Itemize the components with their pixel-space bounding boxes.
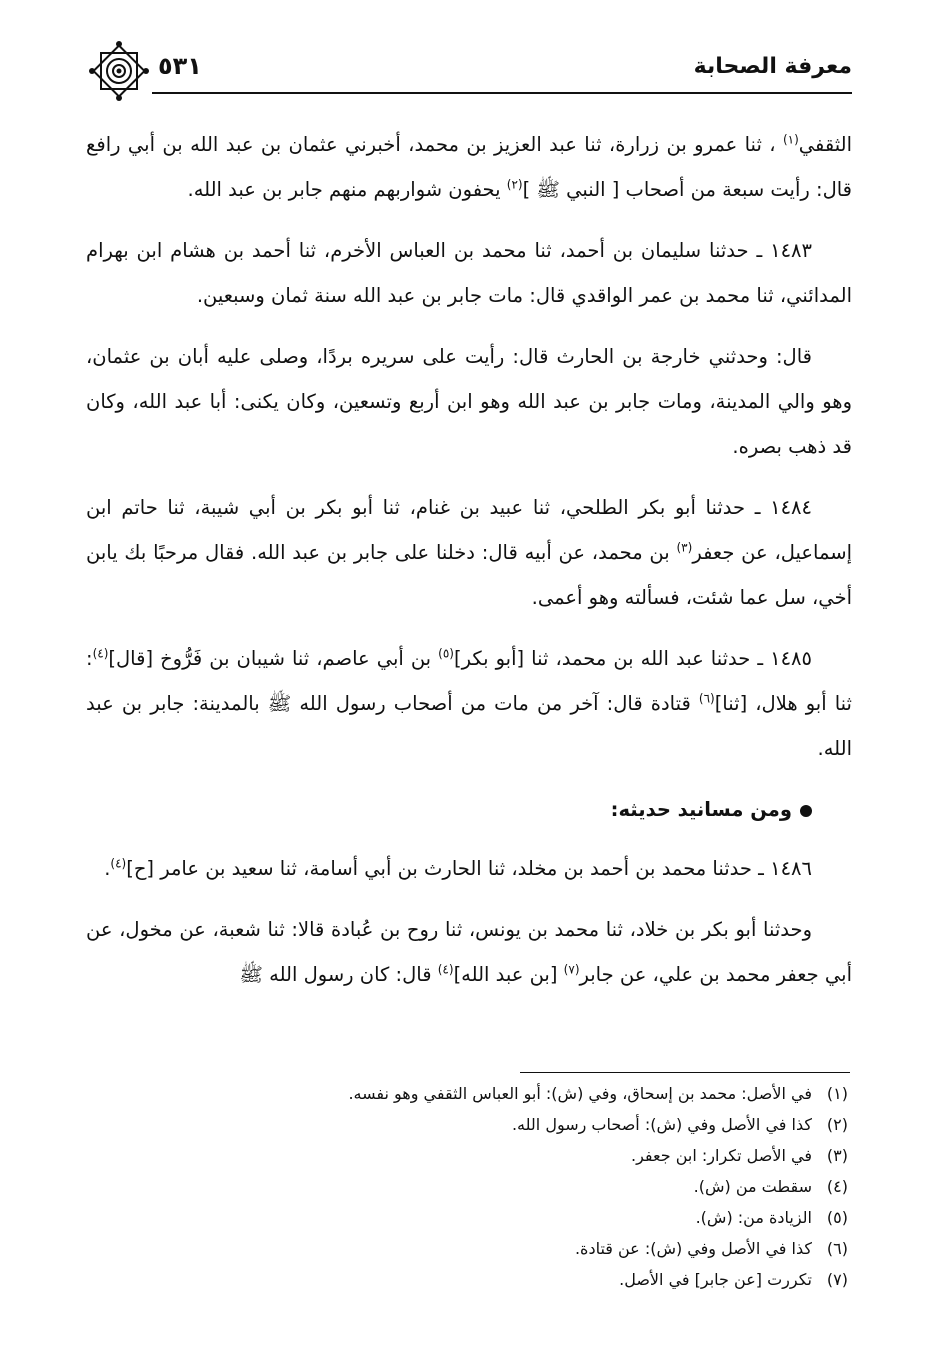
footnote (86, 1109, 848, 1140)
footnote-ref: (٣) (676, 540, 693, 555)
footnotes (86, 1078, 848, 1295)
text-run: . (104, 857, 111, 880)
footnote-text: تكررت [عن جابر] في الأصل. (619, 1270, 812, 1289)
text-run: يحفون شواربهم منهم جابر بن عبد الله. (187, 178, 507, 201)
footnote (86, 1233, 848, 1264)
text-run: ١٤٨٦ ـ حدثنا محمد بن أحمد بن مخلد، ثنا الحارث بن أبي أسامة، ثنا سعيد بن عامر [ح] (126, 857, 812, 880)
paragraph-7 (86, 907, 852, 997)
paragraph-1485 (86, 636, 852, 771)
paragraph-1484 (86, 485, 852, 620)
page-header (80, 48, 852, 100)
section-heading (86, 787, 852, 832)
paragraph-1483: ١٤٨٣ ـ حدثنا سليمان بن أحمد، ثنا محمد بن العباس الأخرم، ثنا أحمد بن هشام ابن بهرام المدائني، ثنا محمد بن عمر الواقدي قال: مات جابر بن عبد الله سنة ثمان وسبعين. (86, 239, 852, 307)
footnote-ref: (١) (782, 132, 799, 147)
footnote-ref: (٥) (438, 646, 454, 661)
text-run: بن محمد، عن أبيه قال: دخلنا على جابر بن عبد الله. فقال مرحبًا بك يابن أخي، سل عما شئت، فسألته وهو أعمى. (86, 541, 852, 609)
header-rule (152, 92, 852, 94)
running-title: معرفة الصحابة (693, 54, 852, 79)
text-run: [بن عبد الله] (453, 963, 564, 986)
text-run: قال: كان رسول الله ﷺ (239, 963, 438, 986)
text-run: : ثنا أبو هلال، [ثنا] (86, 647, 852, 715)
paragraph-1 (86, 122, 852, 212)
footnote (86, 1140, 848, 1171)
footnote-number: (٦) (826, 1239, 848, 1258)
footnote (86, 1202, 848, 1233)
footnote-text: كذا في الأصل وفي (ش): عن قتادة. (574, 1239, 812, 1258)
footnote-number: (٤) (826, 1177, 848, 1196)
footnote-ref: (٤) (92, 646, 109, 661)
text-run: ١٤٨٤ ـ حدثنا أبو بكر الطلحي، ثنا عبيد بن غنام، ثنا أبو بكر بن أبي شيبة، ثنا حاتم ابن إسماعيل، عن جعفر (86, 496, 853, 564)
footnote-text: كذا في الأصل وفي (ش): أصحاب رسول الله. (511, 1115, 812, 1134)
footnote-rule (520, 1072, 850, 1073)
footnote-ref: (٤) (437, 962, 454, 977)
footnote-text: في الأصل: محمد بن إسحاق، وفي (ش): أبو العباس الثقفي وهو نفسه. (348, 1084, 812, 1103)
text-run: ١٤٨٥ ـ حدثنا عبد الله بن محمد، ثنا [أبو بكر] (453, 647, 812, 670)
footnote (86, 1078, 848, 1109)
text-run: وحدثنا أبو بكر بن خلاد، ثنا محمد بن يونس، ثنا روح بن عُبادة قالا: ثنا شعبة، عن مخول، عن أبي جعفر محمد بن علي، عن جابر (86, 918, 852, 986)
footnote-number: (٧) (826, 1270, 848, 1289)
footnote-number: (٢) (826, 1115, 848, 1134)
main-text (86, 122, 852, 1013)
footnote-ref: (٦) (698, 691, 715, 706)
footnote-text: سقطت من (ش). (693, 1177, 812, 1196)
text-run: ، ثنا عمرو بن زرارة، ثنا عبد العزيز بن محمد، أخبرني عثمان بن عبد الله بن أبي رافع قال: رأيت سبعة من أصحاب [ النبي ﷺ ] (86, 133, 852, 201)
footnote-number: (١) (826, 1084, 848, 1103)
octagonal-star-ornament-icon (88, 40, 150, 102)
footnote-ref: (٢) (506, 177, 523, 192)
footnote (86, 1171, 848, 1202)
section-heading-text: ومن مسانيد حديثه: (610, 798, 792, 821)
paragraph-3: قال: وحدثني خارجة بن الحارث قال: رأيت على سريره بردًا، وصلى عليه أبان بن عثمان، وهو والي المدينة، ومات جابر بن عبد الله وهو ابن أربع وتسعين، وكان يكنى: أبا عبد الله، وكان قد ذهب بصره. (86, 345, 852, 458)
bullet-icon (800, 805, 812, 817)
page-number: ٥٣١ (158, 52, 202, 80)
footnote-ref: (٤) (110, 856, 127, 871)
footnote-number: (٥) (826, 1208, 848, 1227)
footnote-text: الزيادة من: (ش). (695, 1208, 812, 1227)
paragraph-1486 (86, 846, 852, 891)
footnote (86, 1264, 848, 1295)
footnote-number: (٣) (826, 1146, 848, 1165)
text-run: بن أبي عاصم، ثنا شيبان بن فَرُّوخ [قال] (108, 647, 439, 670)
text-run: الثقفي (798, 133, 852, 156)
text-run: قتادة قال: آخر من مات من أصحاب رسول الله ﷺ بالمدينة: جابر بن عبد الله. (86, 692, 852, 760)
footnote-text: في الأصل تكرار: ابن جعفر. (631, 1146, 812, 1165)
footnote-ref: (٧) (563, 962, 580, 977)
